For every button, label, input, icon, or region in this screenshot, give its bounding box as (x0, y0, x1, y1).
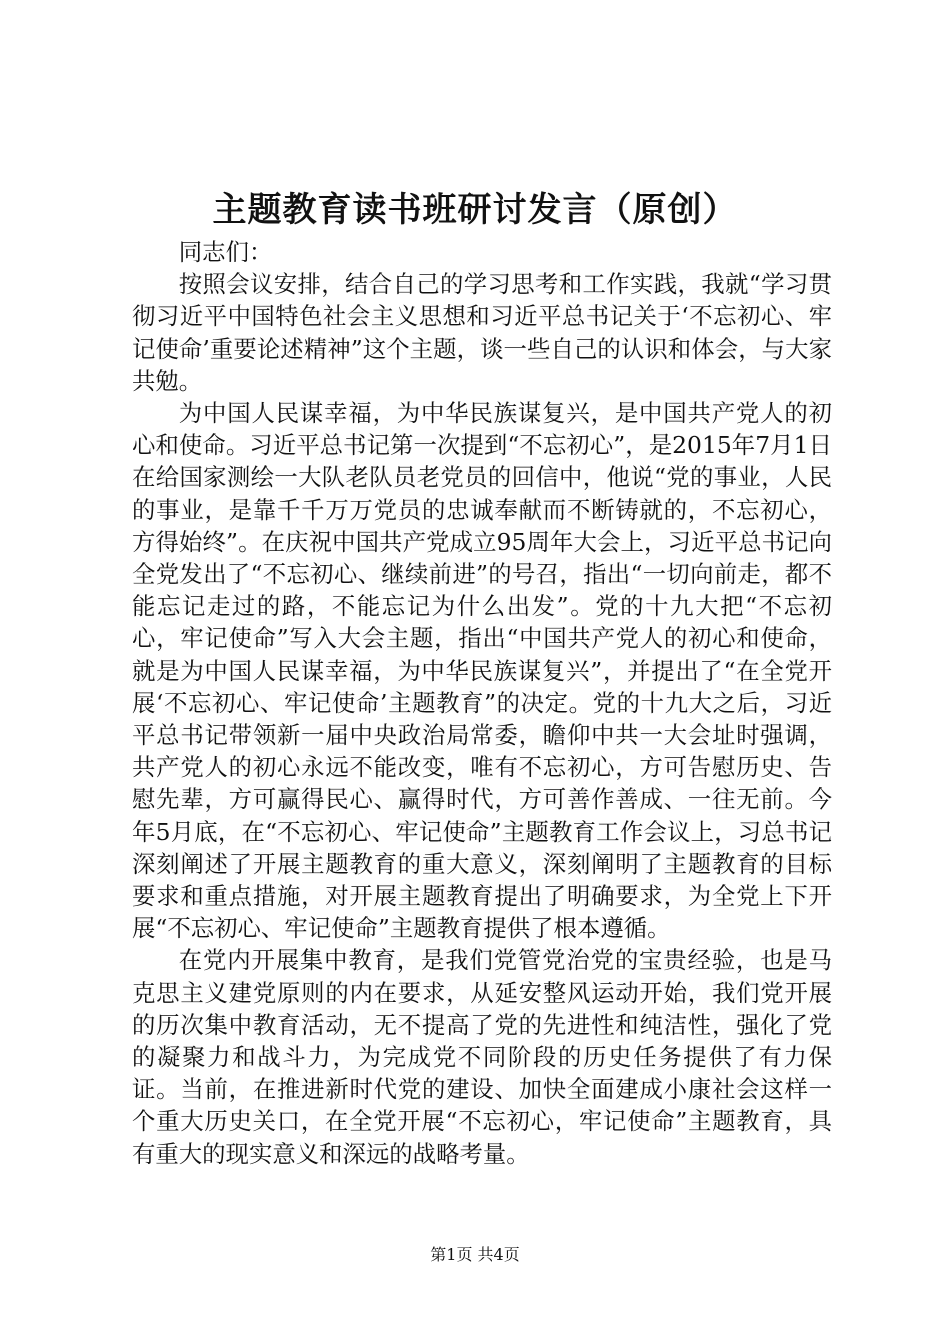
body-paragraph: 在党内开展集中教育，是我们党管党治党的宝贵经验，也是马克思主义建党原则的内在要求，从延安整风运动开始，我们党开展的历次集中教育活动，无不提高了党的先进性和纯洁性，强化了党的凝聚力和战斗力，为完成党不同阶段的历史任务提供了有力保证。当前，在推进新时代党的建设、加快全面建成小康社会这样一个重大历史关口，在全党开展“不忘初心，牢记使命”主题教育，具有重大的现实意义和深远的战略考量。 (132, 946, 832, 1168)
document-body (132, 236, 832, 1170)
page-number-footer: 第1页 共4页 (430, 1245, 520, 1264)
document-title: 主题教育读书班研讨发言（原创） (212, 190, 738, 230)
body-paragraph: 为中国人民谋幸福，为中华民族谋复兴，是中国共产党人的初心和使命。习近平总书记第一次提到“不忘初心”，是2015年7月1日在给国家测绘一大队老队员老党员的回信中，他说“党的事业，人民的事业，是靠千千万万党员的忠诚奉献而不断铸就的，不忘初心，方得始终”。在庆祝中国共产党成立95周年大会上，习近平总书记向全党发出了“不忘初心、继续前进”的号召，指出“一切向前走，都不能忘记走过的路，不能忘记为什么出发”。党的十九大把“不忘初心，牢记使命”写入大会主题，指出“中国共产党人的初心和使命，就是为中国人民谋幸福，为中华民族谋复兴”，并提出了“在全党开展‘不忘初心、牢记使命’主题教育”的决定。党的十九大之后，习近平总书记带领新一届中央政治局常委，瞻仰中共一大会址时强调，共产党人的初心永远不能改变，唯有不忘初心，方可告慰历史、告慰先辈，方可赢得民心、赢得时代，方可善作善成、一往无前。今年5月底，在“不忘初心、牢记使命”主题教育工作会议上，习总书记深刻阐述了开展主题教育的重大意义，深刻阐明了主题教育的目标要求和重点措施，对开展主题教育提出了明确要求，为全党上下开展“不忘初心、牢记使命”主题教育提供了根本遵循。 (132, 399, 832, 943)
intro-paragraph: 按照会议安排，结合自己的学习思考和工作实践，我就“学习贯彻习近平中国特色社会主义思想和习近平总书记关于‘不忘初心、牢记使命’重要论述精神”这个主题，谈一些自己的认识和体会，与大家共勉。 (132, 270, 832, 395)
salutation-paragraph: 同志们： (178, 238, 273, 266)
